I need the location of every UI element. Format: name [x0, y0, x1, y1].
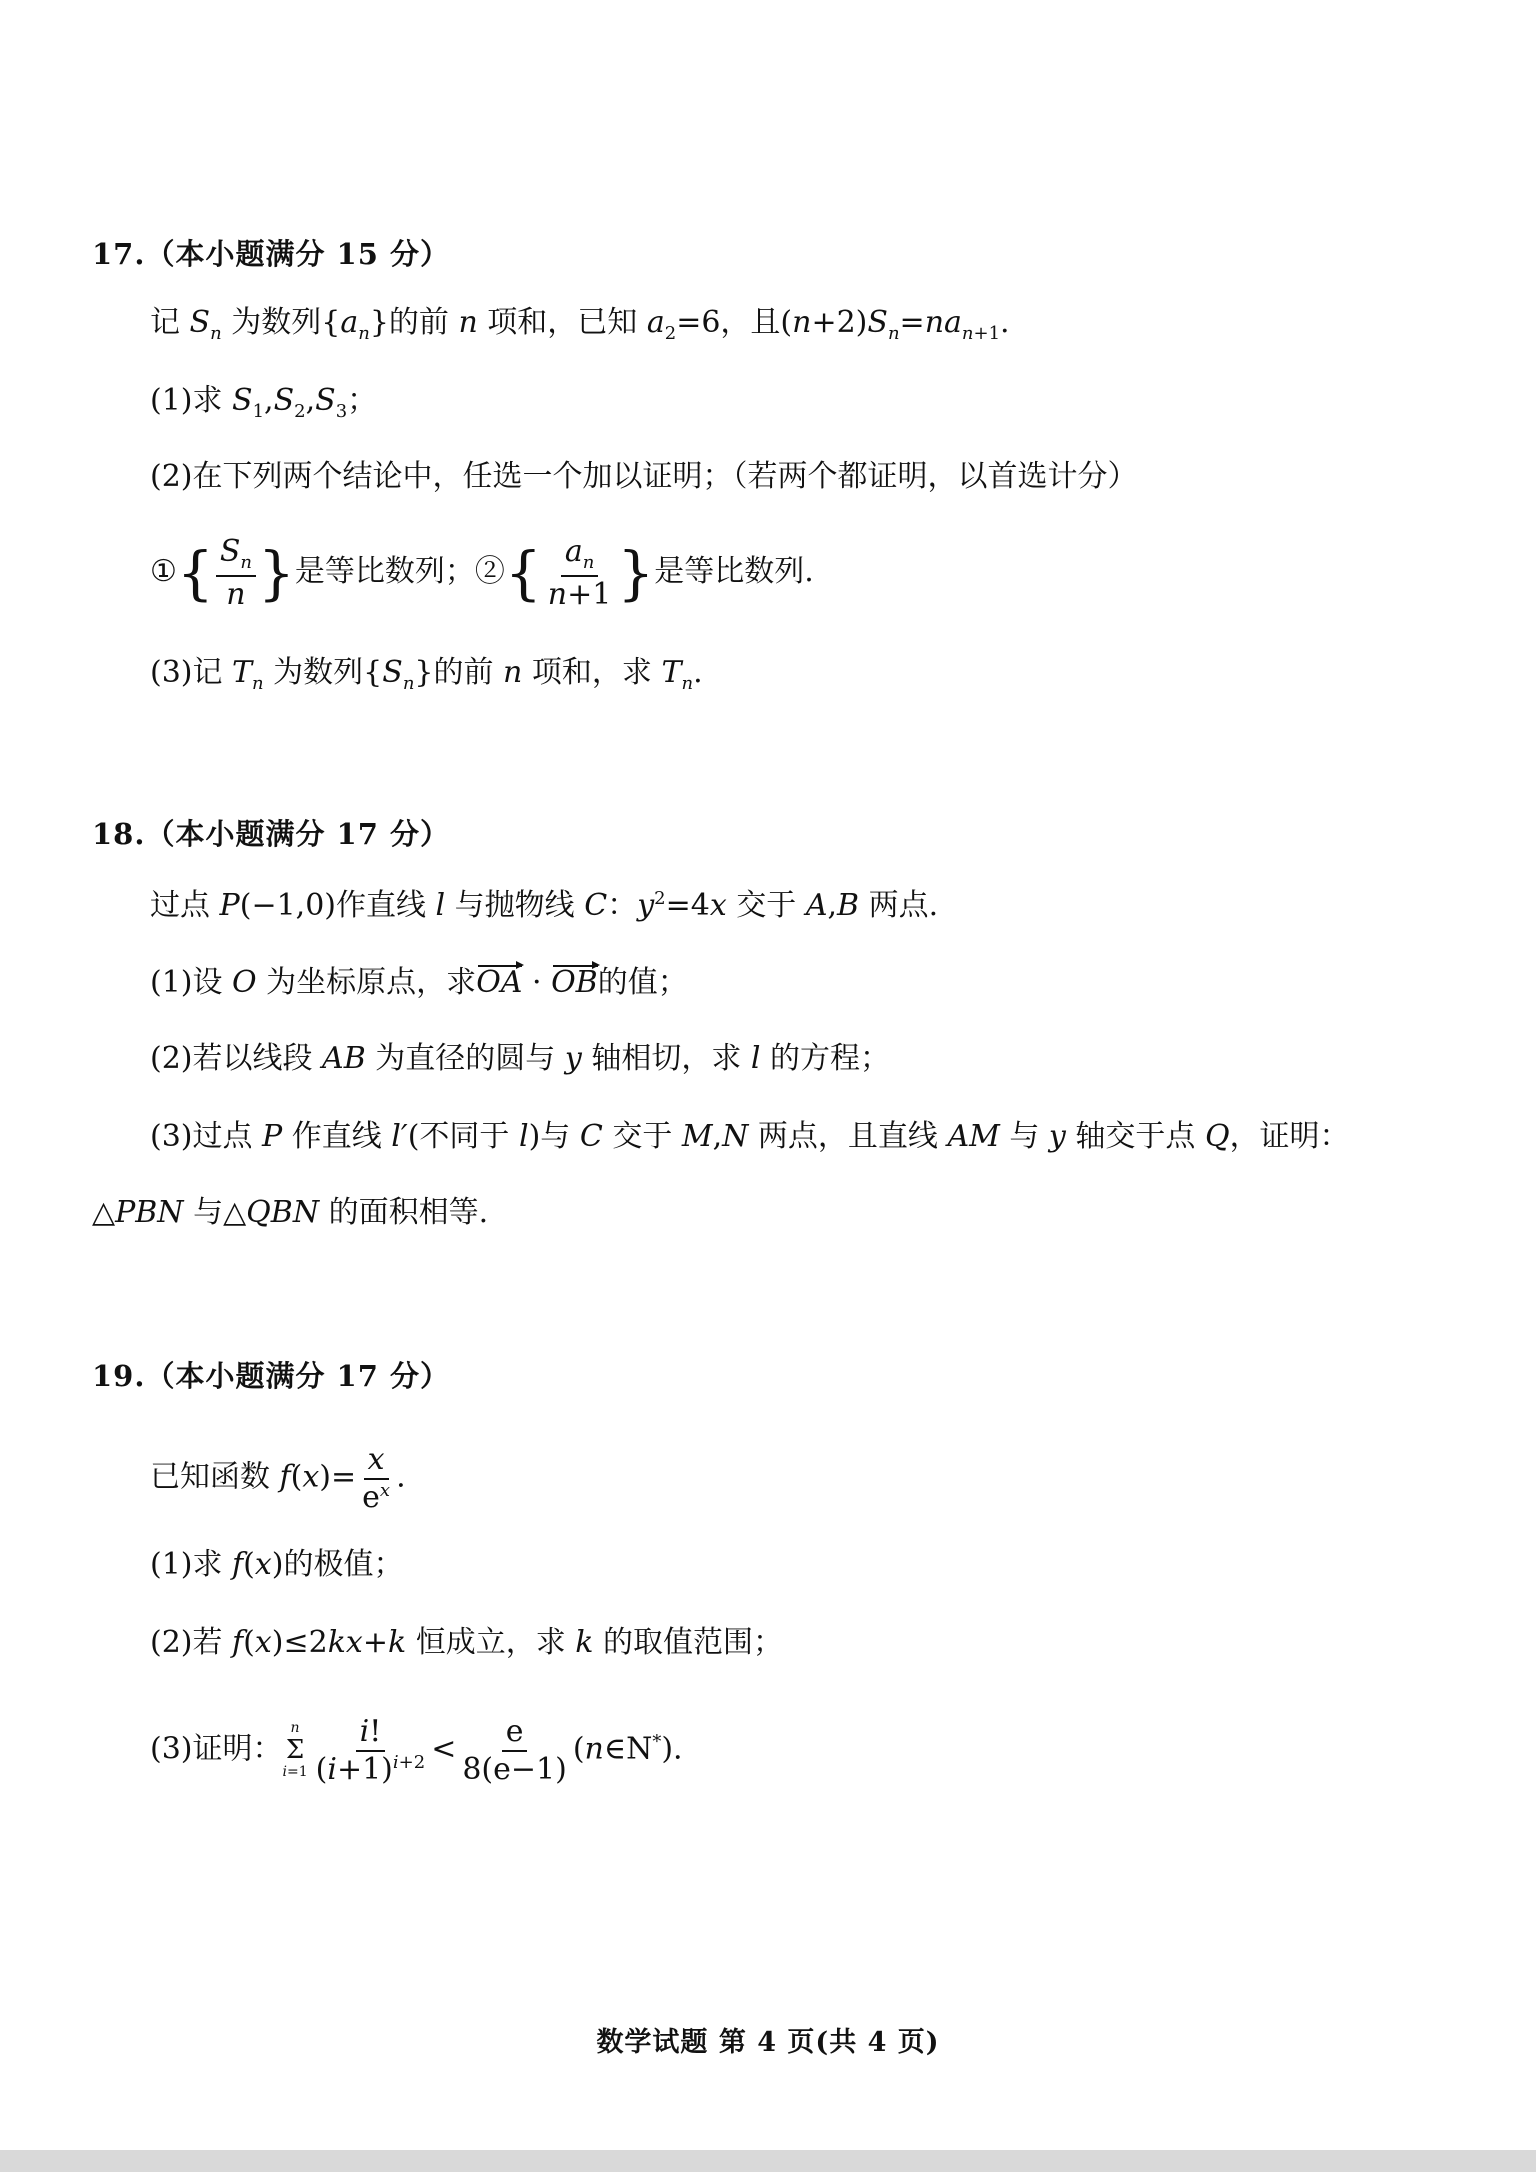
text: 是等比数列.: [654, 554, 814, 590]
math-O: O: [232, 965, 257, 1000]
text: 的取值范围；: [593, 1625, 783, 1660]
fraction-Sn-over-n: $\frac{S_n}{n}$: [216, 536, 256, 610]
problem-18-stem: [150, 890, 938, 921]
text: (1)求: [150, 1547, 233, 1582]
math-M-N: M,N: [681, 1119, 749, 1154]
problem-17-part-2: [150, 459, 1138, 494]
vector-OA: OA: [476, 965, 523, 1000]
text: =: [899, 305, 925, 340]
text: 轴相切，求: [581, 1041, 751, 1076]
problem-18-heading: [92, 812, 450, 853]
math-Q: Q: [1204, 1119, 1230, 1154]
circled-two-marker: ②: [474, 554, 505, 590]
math-n: n: [792, 305, 812, 340]
problem-18-score: （本小题满分 17 分）: [145, 817, 451, 851]
text: 与抛物线: [445, 888, 585, 923]
text: ，证明：: [1229, 1119, 1350, 1154]
text: 两点.: [859, 888, 939, 923]
math-Tn: $T_n$: [232, 655, 264, 694]
text: 是等比数列；: [294, 554, 475, 590]
math-nan1: $na_{n+1}$: [924, 305, 1001, 344]
problem-19-heading: [92, 1354, 450, 1395]
math-l: l: [518, 1119, 529, 1154]
problem-19-part-3: [150, 1716, 683, 1785]
math-star: *: [652, 1731, 662, 1753]
text: 为坐标原点，求: [256, 965, 477, 1000]
text: (3)过点: [150, 1119, 263, 1154]
problem-18-part-3: [150, 1119, 1350, 1154]
text: 与: [999, 1119, 1049, 1154]
text: 两点，且直线: [748, 1119, 948, 1154]
math-kx: kx: [327, 1625, 363, 1660]
math-n: n: [584, 1731, 604, 1767]
right-brace: }: [617, 539, 655, 608]
right-brace: }: [257, 539, 295, 608]
math-AM: AM: [947, 1119, 1000, 1154]
fraction-an-over-n-plus-1: $\frac{a_n}{n+1}$: [547, 534, 612, 612]
text: <: [431, 1731, 457, 1767]
text: ；: [347, 383, 378, 418]
text: 的方程；: [760, 1041, 891, 1076]
text: 轴交于点: [1065, 1119, 1205, 1154]
text: )与: [528, 1119, 580, 1154]
problem-17-stem: [150, 305, 1010, 344]
problem-17-number: 17.: [92, 237, 146, 271]
math-QBN: QBN: [246, 1195, 320, 1230]
text: .: [396, 1459, 406, 1495]
math-fx: f(x): [279, 1459, 332, 1495]
fraction-x-over-ex: $\frac{x}{e^x}$: [362, 1442, 391, 1515]
math-a2: $a_2$: [646, 305, 677, 344]
text: }的前: [369, 305, 459, 340]
text: 交于: [726, 888, 806, 923]
circled-one-marker: ①: [150, 554, 177, 590]
problem-17-part-3: [150, 655, 703, 694]
problem-18-number: 18.: [92, 817, 146, 851]
text: +2): [811, 305, 868, 340]
math-l: l: [435, 888, 446, 923]
problem-17-conclusions: [150, 536, 814, 610]
text: 记: [150, 305, 190, 340]
text: (: [572, 1731, 585, 1767]
math-y: y: [564, 1041, 582, 1076]
text: 的极值；: [283, 1547, 404, 1582]
text: =: [331, 1459, 357, 1495]
math-C-y2: C：$y^2$: [584, 888, 666, 923]
math-P: P: [262, 1119, 283, 1154]
math-fx: f(x): [232, 1547, 284, 1582]
vector-OB: OB: [551, 965, 598, 1000]
text: 为数列{: [263, 655, 383, 690]
problem-18-part-2: [150, 1041, 891, 1076]
math-AB: AB: [322, 1041, 366, 1076]
left-brace: {: [176, 539, 214, 608]
text: 的值；: [597, 965, 688, 1000]
math-y: y: [1048, 1119, 1066, 1154]
text: (2)若: [150, 1625, 233, 1660]
text: (3)记: [150, 655, 233, 690]
text: (不同于: [407, 1119, 519, 1154]
problem-19-number: 19.: [92, 1359, 146, 1393]
problem-19-stem: [150, 1444, 406, 1513]
text: ∈N: [603, 1731, 653, 1767]
math-Sn: $S_n$: [867, 305, 900, 344]
math-x: x: [709, 888, 727, 923]
problem-17-part-1: [150, 383, 378, 422]
math-Tn: $T_n$: [661, 655, 694, 694]
problem-17-heading: [92, 232, 450, 273]
text: .: [1000, 305, 1010, 340]
math-PBN: PBN: [115, 1195, 184, 1230]
text: }的前: [414, 655, 504, 690]
text: (2)若以线段: [150, 1041, 323, 1076]
problem-17-score: （本小题满分 15 分）: [145, 237, 451, 271]
text: 已知函数: [150, 1459, 280, 1495]
text: 为直径的圆与: [365, 1041, 565, 1076]
math-k: k: [387, 1625, 407, 1660]
text: .: [693, 655, 703, 690]
math-P: P: [219, 888, 240, 923]
text: 作直线: [282, 1119, 392, 1154]
text: (1)设: [150, 965, 233, 1000]
text: (2)在下列两个结论中，任选一个加以证明；（若两个都证明，以首选计分）: [150, 459, 1138, 494]
text: 恒成立，求: [406, 1625, 576, 1660]
math-n: n: [503, 655, 523, 690]
math-l: l: [750, 1041, 761, 1076]
problem-18-part-3-continued: [92, 1195, 489, 1230]
math-A-B: A,B: [805, 888, 860, 923]
math-Sn: $S_n$: [189, 305, 222, 344]
math-an: $a_n$: [340, 305, 370, 344]
text: ).: [661, 1731, 683, 1767]
math-n: n: [458, 305, 478, 340]
text: +: [362, 1625, 388, 1660]
text: =6，且(: [676, 305, 793, 340]
math-k: k: [575, 1625, 594, 1660]
text: 项和，已知: [477, 305, 647, 340]
triangle-symbol: △: [92, 1195, 116, 1230]
problem-19-part-1: [150, 1547, 404, 1582]
text: =4: [665, 888, 710, 923]
text: 的面积相等.: [319, 1195, 489, 1230]
text: 为数列{: [221, 305, 341, 340]
text: 交于: [602, 1119, 682, 1154]
math-C: C: [579, 1119, 603, 1154]
summation-symbol: n Σ i=1: [282, 1719, 308, 1780]
text: ≤2: [283, 1625, 328, 1660]
scan-edge: [0, 2150, 1536, 2172]
fraction-i-factorial: $\frac{i!}{(i+1)^{i+2}}$: [315, 1714, 426, 1787]
page-footer: 数学试题 第 4 页(共 4 页): [596, 2027, 940, 2058]
problem-19-score: （本小题满分 17 分）: [145, 1359, 451, 1393]
left-brace: {: [504, 539, 542, 608]
math-l-prime: l′: [391, 1119, 408, 1154]
problem-19-part-2: [150, 1625, 783, 1660]
math-fx: f(x): [232, 1625, 284, 1660]
text: 过点: [150, 888, 220, 923]
problem-18-part-1: [150, 965, 688, 1000]
text: (−1,0)作直线: [239, 888, 436, 923]
math-S1-S2-S3: $S_1,S_2,S_3$: [232, 383, 348, 422]
math-Sn: $S_n$: [382, 655, 415, 694]
text: (3)证明：: [150, 1731, 283, 1767]
text: (1)求: [150, 383, 233, 418]
text: 项和，求: [522, 655, 662, 690]
text: ·: [522, 965, 552, 1000]
text: 与△: [183, 1195, 247, 1230]
fraction-e-over-8e-minus-1: $\frac{e}{8(e-1)}$: [462, 1714, 567, 1787]
